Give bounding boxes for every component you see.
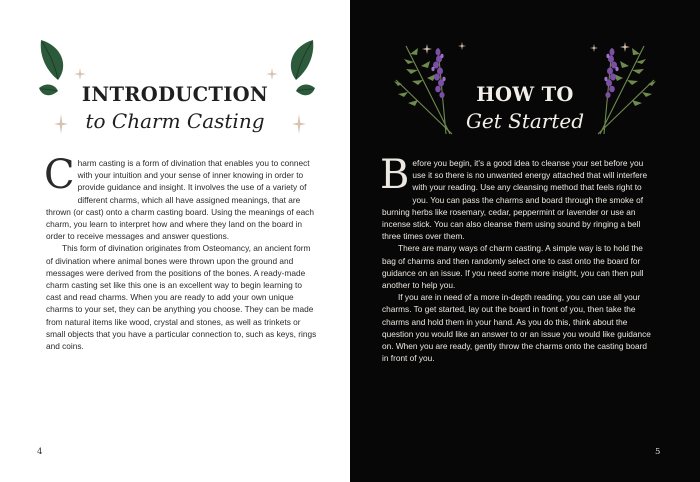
sparkle-icon: [590, 44, 598, 52]
paragraph: harm casting is a form of divination that enables you to connect with your intuition and your sense of inner knowing in order to provide guidance and insight. It involves the use of a variety of different charms, which all have assigned meanings, that are thrown (or cast) onto a charm casting board. Using the meanings of each charm, you learn to interpret how and where they land on the board in order to receive messages and answer questions.: [46, 158, 314, 242]
sparkle-icon: [458, 42, 466, 50]
sparkle-icon: [620, 42, 630, 52]
page-number: 5: [655, 447, 661, 457]
right-body-text: [380, 152, 654, 364]
paragraph: efore you begin, it's a good idea to cleanse your set before you use it so there is no unwanted energy attached that will interfere with your reading. Use any cleansing method that feels right to you. You can pass the charms and board through the smoke of burning herbs like rosemary, cedar, peppermint or lavender or use an incense stick. You can also cleanse them using sound by ringing a bell three times over them.: [382, 158, 648, 242]
drop-cap: B: [380, 152, 410, 198]
paragraph: If you are in need of a more in-depth reading, you can use all your charms. To get started, lay out the board in front of you, then take the charms and hold them in your hand. As you do this, think about the question you would like an answer to or an issue you would like guidance on. When you are ready, gently throw the charms onto the casting board in front of you.: [382, 292, 651, 364]
drop-cap: C: [44, 152, 75, 198]
sparkle-icon: [292, 114, 306, 134]
sparkle-icon: [74, 68, 86, 80]
left-title-block: [62, 84, 288, 134]
left-body-text: [44, 152, 318, 352]
paragraph: There are many ways of charm casting. A simple way is to hold the bag of charms and then randomly select one to cast onto the board for guidance on an issue. If you need some more insight, you can then pull another to help you.: [382, 243, 644, 291]
sparkle-icon: [266, 68, 278, 80]
right-page: [350, 0, 700, 482]
page-subtitle: Get Started: [465, 109, 585, 133]
page-title: HOW TO: [476, 83, 574, 106]
page-title: INTRODUCTION: [81, 83, 269, 106]
paragraph: This form of divination originates from Osteomancy, an ancient form of divination where animal bones were thrown upon the ground and messages were derived from the positions of the bones. A ready-made charm casting set like this one is an excellent way to begin learning to cast and read charms. When you are ready to add your own unique charms to your set, they can be anything you choose. They can be made from natural items like wood, crystal and stones, as well as trinkets or small objects that you have a particular connection to, such as keys, rings and coins.: [46, 243, 317, 352]
sparkle-icon: [422, 44, 432, 54]
right-title-block: [430, 84, 620, 134]
page-number: 4: [37, 447, 43, 457]
page-subtitle: to Charm Casting: [85, 109, 265, 133]
